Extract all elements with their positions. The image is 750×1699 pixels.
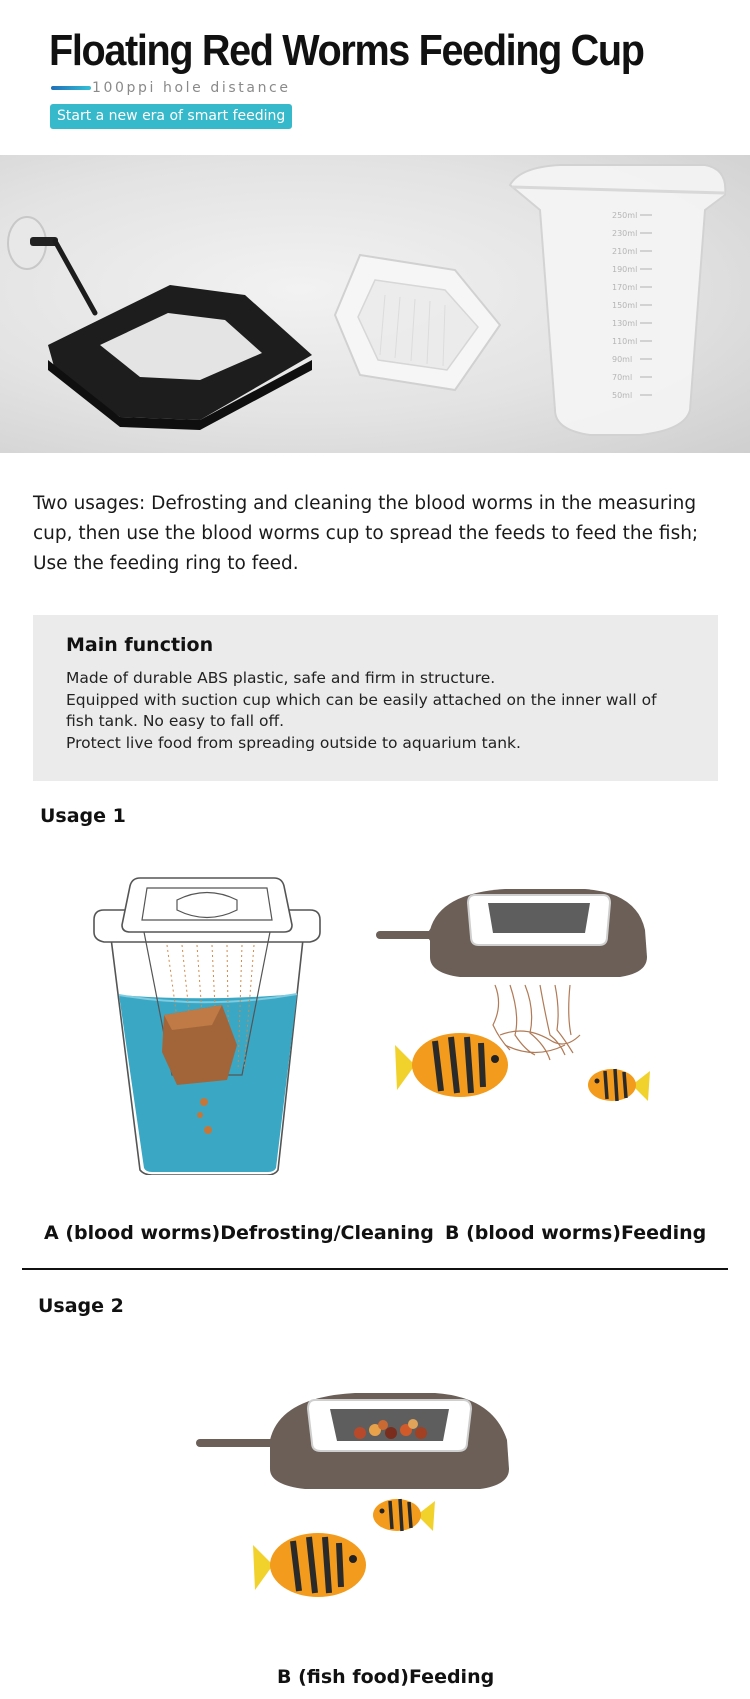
main-function-heading: Main function [66, 634, 214, 656]
main-function-list [66, 668, 686, 754]
scale-label: 250ml [612, 211, 638, 220]
scale-label: 90ml [612, 355, 633, 364]
scale-label: 50ml [612, 391, 633, 400]
angelfish-icon [395, 1033, 508, 1097]
scale-label: 150ml [612, 301, 638, 310]
product-photo-illustration [0, 155, 750, 453]
tagline-badge: Start a new era of smart feeding [50, 104, 292, 129]
defrosting-cup-illustration [92, 870, 322, 1175]
worm-feeding-illustration [375, 885, 675, 1115]
function-item: Protect live food from spreading outside to aquarium tank. [66, 733, 521, 752]
scale-label: 170ml [612, 283, 638, 292]
scale-label: 130ml [612, 319, 638, 328]
scale-label: 190ml [612, 265, 638, 274]
worm-cup [335, 255, 500, 390]
scale-label: 210ml [612, 247, 638, 256]
subtitle: 100ppi hole distance [92, 80, 291, 96]
product-photo [0, 155, 750, 453]
worms-cluster [493, 985, 580, 1060]
function-item: Equipped with suction cup which can be easily attached on the inner wall of fish tank. No easy to fall off. [66, 690, 657, 730]
function-item: Made of durable ABS plastic, safe and firm in structure. [66, 669, 496, 687]
scale-label: 110ml [612, 337, 638, 346]
title-accent-bar [51, 86, 91, 90]
caption-defrosting: A (blood worms)Defrosting/Cleaning [44, 1222, 434, 1244]
fish-food-feeding-illustration [195, 1385, 530, 1610]
scale-label: 70ml [612, 373, 633, 382]
scale-label: 230ml [612, 229, 638, 238]
angelfish-icon [253, 1533, 366, 1597]
usage-1-heading: Usage 1 [40, 805, 126, 827]
usage-2-heading: Usage 2 [38, 1295, 124, 1317]
caption-fish-food-feeding: B (fish food)Feeding [277, 1666, 495, 1688]
small-fish-icon [588, 1069, 650, 1101]
main-function-box [33, 615, 718, 781]
intro-text: Two usages: Defrosting and cleaning the blood worms in the measuring cup, then use the blood worms cup to spread the feeds to feed the fish; Use the feeding ring to feed. [33, 493, 699, 574]
feeder-arm [55, 241, 95, 313]
caption-worm-feeding: B (blood worms)Feeding [445, 1222, 707, 1244]
small-fish-icon [373, 1499, 435, 1531]
measuring-cup [510, 165, 725, 435]
page-title: Floating Red Worms Feeding Cup [49, 26, 644, 75]
section-divider [22, 1268, 728, 1270]
